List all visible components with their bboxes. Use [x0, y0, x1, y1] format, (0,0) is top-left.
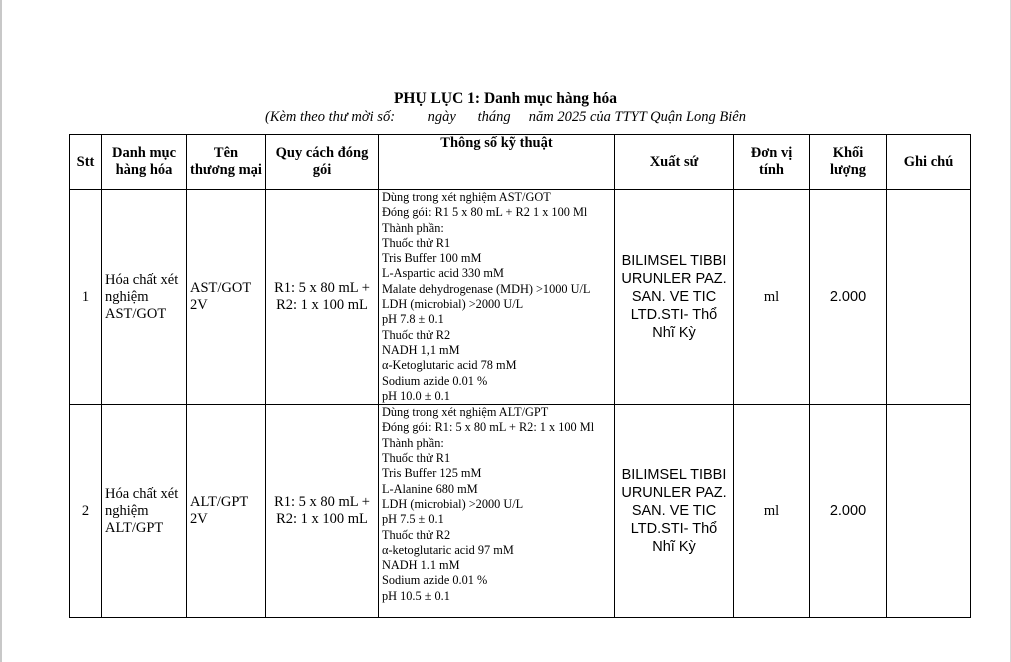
header-specs: Thông số kỹ thuật [379, 135, 615, 190]
header-unit: Đơn vị tính [734, 135, 810, 190]
header-origin: Xuất sứ [615, 135, 734, 190]
spec-line: pH 10.0 ± 0.1 [382, 388, 450, 403]
row-category: Hóa chất xét nghiệm ALT/GPT [102, 405, 187, 618]
spec-line: Thuốc thử R2 [382, 327, 451, 342]
row-unit: ml [734, 190, 810, 405]
row-specs [379, 405, 615, 618]
spec-line: Tris Buffer 125 mM [382, 466, 482, 481]
spec-line: pH 7.5 ± 0.1 [382, 512, 444, 527]
row-quantity: 2.000 [810, 190, 887, 405]
row-unit: ml [734, 405, 810, 618]
spec-line: Thành phần: [382, 435, 444, 450]
row-stt: 1 [70, 190, 102, 405]
row-origin: BILIMSEL TIBBI URUNLER PAZ. SAN. VE TIC LTD.STI- Thổ Nhĩ Kỳ [615, 405, 734, 618]
row-trade-name: AST/GOT 2V [187, 190, 266, 405]
row-quantity: 2.000 [810, 405, 887, 618]
spec-line: LDH (microbial) >2000 U/L [382, 297, 524, 312]
row-specs [379, 190, 615, 405]
spec-line: L-Alanine 680 mM [382, 481, 478, 496]
row-packing: R1: 5 x 80 mL + R2: 1 x 100 mL [266, 190, 379, 405]
row-stt: 2 [70, 405, 102, 618]
spec-line: Tris Buffer 100 mM [382, 251, 482, 266]
spec-line: Thành phần: [382, 220, 444, 235]
spec-line: Thuốc thử R1 [382, 235, 451, 250]
header-stt: Stt [70, 135, 102, 190]
table-row [70, 405, 971, 618]
spec-line: NADH 1,1 mM [382, 342, 460, 357]
document-title: PHỤ LỤC 1: Danh mục hàng hóa [393, 90, 618, 107]
header-packing: Quy cách đóng gói [266, 135, 379, 190]
header-quantity: Khối lượng [810, 135, 887, 190]
row-note [887, 405, 971, 618]
spec-line: Đóng gói: R1 5 x 80 mL + R2 1 x 100 Ml [382, 205, 588, 220]
spec-line: Dùng trong xét nghiệm AST/GOT [382, 190, 551, 204]
document-subtitle: (Kèm theo thư mời số: ngày tháng năm 2025 của TTYT Quận Long Biên [265, 109, 746, 125]
spec-line: LDH (microbial) >2000 U/L [382, 496, 524, 511]
spec-line: Thuốc thử R1 [382, 451, 451, 466]
spec-line: NADH 1.1 mM [382, 558, 460, 573]
spec-line: pH 7.8 ± 0.1 [382, 312, 444, 327]
spec-line: α-Ketoglutaric acid 78 mM [382, 358, 517, 373]
table-row [70, 190, 971, 405]
spec-line: Malate dehydrogenase (MDH) >1000 U/L [382, 281, 591, 296]
header-trade-name: Tên thương mại [187, 135, 266, 190]
spec-line: Thuốc thử R2 [382, 527, 451, 542]
row-category: Hóa chất xét nghiệm AST/GOT [102, 190, 187, 405]
header-category: Danh mục hàng hóa [102, 135, 187, 190]
spec-line: Đóng gói: R1: 5 x 80 mL + R2: 1 x 100 Ml [382, 420, 595, 435]
header-note: Ghi chú [887, 135, 971, 190]
spec-line: pH 10.5 ± 0.1 [382, 588, 450, 603]
spec-line: Sodium azide 0.01 % [382, 573, 488, 588]
row-origin: BILIMSEL TIBBI URUNLER PAZ. SAN. VE TIC LTD.STI- Thổ Nhĩ Kỳ [615, 190, 734, 405]
spec-line: Dùng trong xét nghiệm ALT/GPT [382, 405, 549, 420]
spec-line: L-Aspartic acid 330 mM [382, 266, 504, 281]
row-packing: R1: 5 x 80 mL + R2: 1 x 100 mL [266, 405, 379, 618]
goods-table [69, 134, 971, 618]
table-header-row [70, 135, 971, 190]
row-note [887, 190, 971, 405]
row-trade-name: ALT/GPT 2V [187, 405, 266, 618]
spec-line: Sodium azide 0.01 % [382, 373, 488, 388]
spec-line: α-ketoglutaric acid 97 mM [382, 542, 514, 557]
